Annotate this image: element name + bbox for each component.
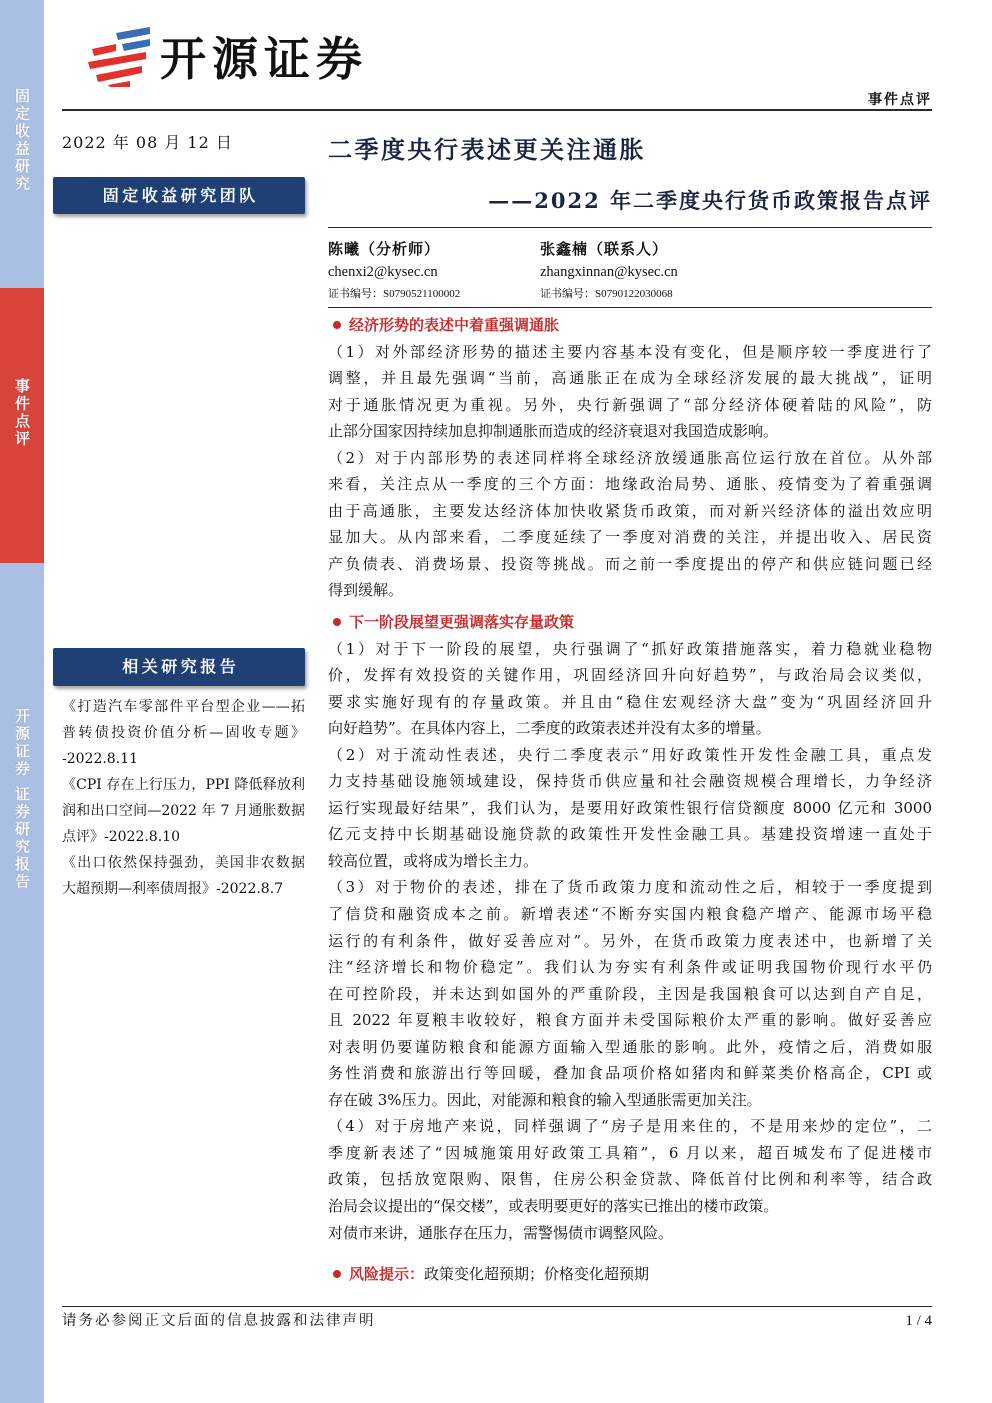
sidebar-strip-bottom — [0, 563, 44, 1403]
section-body — [328, 636, 932, 1247]
paragraph-line: 务性消费和旅游出行等回暖，叠加食品项价格如猪肉和鲜菜类价格高企，CPI 或 — [328, 1064, 932, 1083]
sidebar-label-report-type: 事件点评 — [13, 378, 31, 448]
page-subtitle: ——2022 年二季度央行货币政策报告点评 — [488, 188, 932, 213]
paragraph — [328, 1220, 932, 1247]
brand-logo-icon — [86, 27, 152, 87]
risk-warning — [328, 1261, 932, 1288]
paragraph-line: 季度新表述了“因城施策用好政策工具箱”，6 月以来，超百城发布了促进楼市 — [328, 1143, 932, 1162]
footer-divider — [62, 1306, 932, 1307]
paragraph — [328, 874, 932, 1113]
bullet-icon — [333, 618, 341, 626]
paragraph-line: 在可控阶段，并未达到如国外的严重阶段，主因是我国粮食可以达到自产自足， — [328, 984, 932, 1003]
related-report-line: -2022.8.11 — [62, 751, 138, 767]
author-card — [540, 240, 678, 301]
bullet-icon — [333, 1270, 341, 1278]
bullet-icon — [333, 321, 341, 329]
section-body — [328, 339, 932, 604]
paragraph-line: 得到缓解。 — [328, 581, 404, 600]
paragraph-line: 对于通胀情况更为重视。另外，央行新强调了“部分经济体硬着陆的风险”，防 — [328, 395, 932, 414]
paragraph-line: （3）对于物价的表述，排在了货币政策力度和流动性之后，相较于一季度提到 — [328, 878, 932, 897]
paragraph-line: 治局会议提出的“保交楼”，或表明要更好的落实已推出的楼市政策。 — [328, 1197, 779, 1216]
section-heading — [328, 609, 932, 636]
risk-label: 风险提示： — [349, 1265, 425, 1283]
footer-disclaimer: 请务必参阅正文后面的信息披露和法律声明 — [62, 1313, 376, 1329]
section-heading-text: 经济形势的表述中着重强调通胀 — [349, 316, 560, 334]
paragraph-line: 且 2022 年夏粮丰收较好，粮食方面并未受国际粮价太严重的影响。做好妥善应 — [328, 1011, 932, 1030]
report-date: 2022 年 08 月 12 日 — [62, 133, 233, 152]
paragraph-line: 运行的有利条件，做好妥善应对”。另外，在货币政策力度表述中，也新增了关 — [328, 931, 932, 950]
paragraph-line: 向好趋势”。在具体内容上，二季度的政策表述并没有太多的增量。 — [328, 719, 771, 738]
section-outlook — [328, 609, 932, 1246]
paragraph — [328, 445, 932, 604]
author-name: 陈曦（分析师） — [328, 240, 441, 258]
paragraph-line: （1）对于下一阶段的展望，央行强调了“抓好政策措施落实，着力稳就业稳物 — [328, 639, 932, 658]
page-number: 1 / 4 — [905, 1313, 932, 1329]
related-reports-heading: 相关研究报告 — [53, 648, 305, 686]
sidebar-label-category: 固定收益研究 — [13, 88, 31, 193]
paragraph — [328, 339, 932, 445]
related-report-line: 普转债投资价值分析—固收专题》 — [62, 725, 305, 741]
paragraph-line: （4）对于房地产来说，同样强调了“房子是用来住的，不是用来炒的定位”，二 — [328, 1117, 932, 1136]
section-economic-situation — [328, 312, 932, 604]
author-email: zhangxinnan@kysec.cn — [540, 264, 678, 280]
risk-line — [328, 1261, 932, 1288]
paragraph-line: 力支持基础设施领域建设，保持货币供应量和社会融资规模合理增长，力争经济 — [328, 772, 932, 791]
paragraph-line: 对表明仍要谨防粮食和能源方面输入型通胀的影响。此外，疫情之后，消费如服 — [328, 1037, 932, 1056]
related-report-line: 《打造汽车零部件平台型企业——拓 — [62, 699, 305, 715]
paragraph — [328, 1113, 932, 1219]
related-report-line: 点评》-2022.8.10 — [62, 829, 180, 845]
paragraph-line: （2）对于流动性表述，央行二季度表示“用好政策性开发性金融工具，重点发 — [328, 745, 932, 764]
related-report-list — [62, 694, 305, 902]
paragraph-line: 价，发挥有效投资的关键作用，巩固经济回升向好趋势”，与政治局会议类似， — [328, 666, 932, 685]
authors-divider — [328, 307, 932, 308]
paragraph-line: 止部分国家因持续加息抑制通胀而造成的经济衰退对我国造成影响。 — [328, 422, 779, 441]
paragraph-line: 产负债表、消费场景、投资等挑战。而之前一季度提出的停产和供应链问题已经 — [328, 554, 932, 573]
risk-text: 政策变化超预期；价格变化超预期 — [424, 1265, 650, 1283]
paragraph-line: 运行实现最好结果”，我们认为，是要用好政策性银行信贷额度 8000 亿元和 3000 — [328, 798, 932, 817]
related-report-line: 《出口依然保持强劲，美国非农数据 — [62, 855, 305, 871]
paragraph — [328, 636, 932, 742]
related-report-line: 大超预期—利率债周报》-2022.8.7 — [62, 881, 284, 897]
paragraph-line: 亿元支持中长期基础设施贷款的政策性开发性金融工具。基建投资增速一直处于 — [328, 825, 932, 844]
team-label-box: 固定收益研究团队 — [53, 177, 305, 214]
paragraph-line: 政策，包括放宽限购、限售，住房公积金贷款、降低首付比例和利率等，结合政 — [328, 1170, 932, 1189]
sidebar-label-publisher: 开源证券 证券研究报告 — [13, 708, 31, 891]
related-report-line: 润和出口空间—2022 年 7 月通胀数据 — [62, 803, 305, 819]
paragraph-line: 调整，并且最先强调“当前，高通胀正在成为全球经济发展的最大挑战”，证明 — [328, 369, 932, 388]
paragraph-line: 来看，关注点从一季度的三个方面：地缘政治局势、通胀、疫情变为了着重强调 — [328, 475, 932, 494]
related-report-line: 《CPI 存在上行压力，PPI 降低释放利 — [62, 777, 305, 793]
related-report-item — [62, 772, 305, 850]
author-cert-number: 证书编号：S0790521100002 — [328, 288, 461, 300]
paragraph-line: 了信贷和融资成本之前。新增表述“不断夯实国内粮食稳产增产、能源市场平稳 — [328, 905, 932, 924]
section-heading-text: 下一阶段展望更强调落实存量政策 — [349, 613, 575, 631]
paragraph — [328, 742, 932, 875]
author-cert-number: 证书编号：S0790122030068 — [540, 288, 673, 300]
paragraph-line: 显加大。从内部来看，二季度延续了一季度对消费的关注，并提出收入、居民资 — [328, 528, 932, 547]
paragraph-line: 注“经济增长和物价稳定”。我们认为夯实有利条件或证明我国物价现行水平仍 — [328, 958, 932, 977]
author-card — [328, 240, 460, 301]
related-report-item — [62, 694, 305, 772]
paragraph-line: 由于高通胀，主要发达经济体加快收紧货币政策，而对新兴经济体的溢出效应明 — [328, 501, 932, 520]
paragraph-line: （2）对于内部形势的表述同样将全球经济放缓通胀高位运行放在首位。从外部 — [328, 448, 932, 467]
paragraph-line: 要求实施好现有的存量政策。并且由“稳住宏观经济大盘”变为“巩固经济回升 — [328, 692, 932, 711]
paragraph-line: 较高位置，或将成为增长主力。 — [328, 851, 539, 870]
author-name: 张鑫楠（联系人） — [540, 240, 669, 258]
author-email: chenxi2@kysec.cn — [328, 264, 438, 280]
title-divider — [328, 227, 932, 228]
section-heading — [328, 312, 932, 339]
related-report-item — [62, 850, 305, 902]
report-type-label: 事件点评 — [868, 92, 932, 108]
brand-name: 开源证券 — [160, 32, 368, 86]
paragraph-line: 存在破 3%压力。因此，对能源和粮食的输入型通胀需更加关注。 — [328, 1090, 762, 1109]
paragraph-line: 对债市来讲，通胀存在压力，需警惕债市调整风险。 — [328, 1223, 674, 1242]
header-divider — [62, 109, 932, 111]
page-title: 二季度央行表述更关注通胀 — [328, 135, 646, 164]
paragraph-line: （1）对外部经济形势的描述主要内容基本没有变化，但是顺序较一季度进行了 — [328, 342, 932, 361]
